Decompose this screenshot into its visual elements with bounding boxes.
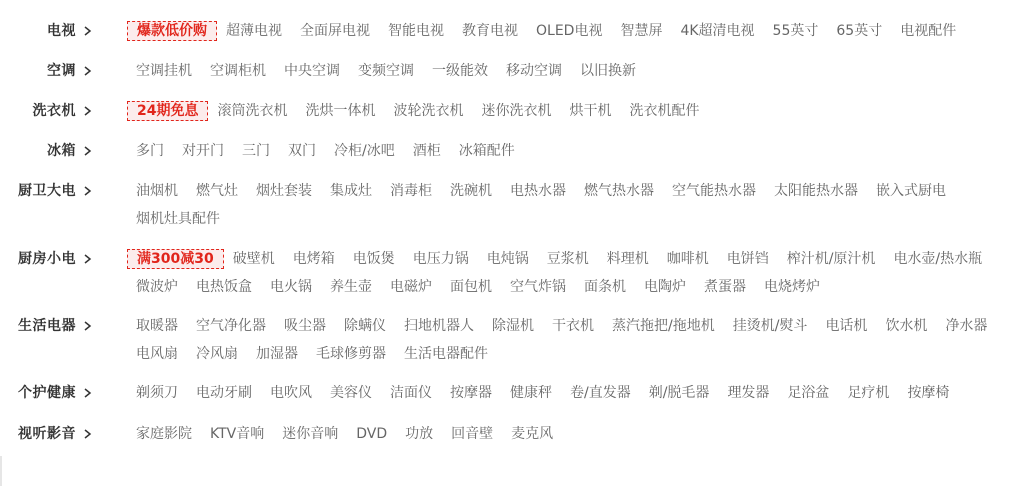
- category-link[interactable]: 4K超清电视: [680, 23, 755, 39]
- category-link[interactable]: 取暖器: [136, 318, 178, 334]
- category-link[interactable]: 洁面仪: [390, 385, 432, 401]
- category-title[interactable]: [47, 141, 94, 161]
- category-link[interactable]: 电炖锅: [486, 251, 529, 267]
- category-link[interactable]: 电压力锅: [412, 251, 469, 267]
- category-link[interactable]: 卷/直发器: [570, 385, 631, 401]
- category-link[interactable]: 冰箱配件: [458, 143, 515, 159]
- chevron-right-icon: [82, 21, 94, 41]
- category-link[interactable]: 料理机: [606, 251, 649, 267]
- category-link[interactable]: 加湿器: [256, 346, 298, 362]
- category-link[interactable]: 电风扇: [136, 346, 178, 362]
- category-title[interactable]: [18, 249, 94, 269]
- category-link[interactable]: 65英寸: [836, 23, 883, 39]
- category-name: 厨卫大电: [18, 183, 76, 199]
- category-link[interactable]: 干衣机: [552, 318, 594, 334]
- category-link[interactable]: 燃气灶: [196, 183, 238, 199]
- category-link[interactable]: 电陶炉: [644, 279, 686, 295]
- category-link[interactable]: 电水壶/热水瓶: [893, 251, 983, 267]
- category-title[interactable]: [33, 101, 95, 121]
- promo-tag[interactable]: 满300减30: [127, 249, 224, 269]
- category-link[interactable]: 迷你音响: [282, 426, 339, 442]
- category-link[interactable]: 空气净化器: [196, 318, 266, 334]
- category-link[interactable]: 健康秤: [510, 385, 552, 401]
- category-link[interactable]: OLED电视: [536, 23, 603, 39]
- category-link[interactable]: 咖啡机: [666, 251, 709, 267]
- category-link[interactable]: 洗衣机配件: [629, 103, 700, 119]
- category-items: [127, 181, 997, 229]
- category-link[interactable]: 中央空调: [284, 63, 340, 79]
- category-link[interactable]: 挂烫机/熨斗: [732, 318, 808, 334]
- category-link[interactable]: 油烟机: [136, 183, 178, 199]
- category-link[interactable]: 生活电器配件: [404, 346, 488, 362]
- category-title[interactable]: [18, 424, 94, 444]
- category-link[interactable]: 电话机: [825, 318, 868, 334]
- category-link[interactable]: 蒸汽拖把/拖地机: [612, 318, 715, 334]
- category-link[interactable]: 电吹风: [270, 385, 312, 401]
- category-link[interactable]: 55英寸: [772, 23, 819, 39]
- promo-tag[interactable]: 24期免息: [127, 101, 208, 121]
- category-link[interactable]: 全面屏电视: [300, 23, 370, 39]
- chevron-right-icon: [82, 383, 94, 403]
- category-items: [127, 424, 997, 444]
- category-link[interactable]: 按摩椅: [907, 385, 950, 401]
- category-link[interactable]: 扫地机器人: [404, 318, 474, 334]
- category-link[interactable]: 足浴盆: [787, 385, 830, 401]
- category-link[interactable]: 电热水器: [510, 183, 566, 199]
- category-link[interactable]: 养生壶: [330, 279, 372, 295]
- category-link[interactable]: DVD: [356, 426, 388, 442]
- category-link[interactable]: 对开门: [182, 143, 224, 159]
- category-name: 厨房小电: [18, 251, 76, 267]
- category-link[interactable]: 变频空调: [358, 63, 414, 79]
- category-link[interactable]: 功放: [405, 426, 434, 442]
- category-link[interactable]: 空气炸锅: [510, 279, 566, 295]
- category-link[interactable]: 超薄电视: [226, 23, 282, 39]
- category-link[interactable]: 智能电视: [388, 23, 444, 39]
- category-title[interactable]: [47, 21, 94, 41]
- category-link[interactable]: 燃气热水器: [584, 183, 654, 199]
- category-link[interactable]: KTV音响: [210, 426, 265, 442]
- category-items: [127, 21, 997, 41]
- category-link[interactable]: 一级能效: [432, 63, 488, 79]
- category-link[interactable]: 除湿机: [492, 318, 534, 334]
- category-link[interactable]: 除螨仪: [344, 318, 386, 334]
- category-link[interactable]: 集成灶: [330, 183, 372, 199]
- category-link[interactable]: 波轮洗衣机: [393, 103, 464, 119]
- category-link[interactable]: 太阳能热水器: [774, 183, 858, 199]
- chevron-right-icon: [82, 316, 94, 336]
- category-items: [127, 249, 997, 297]
- category-link[interactable]: 吸尘器: [284, 318, 326, 334]
- category-link[interactable]: 嵌入式厨电: [876, 183, 946, 199]
- category-link[interactable]: 空调柜机: [210, 63, 266, 79]
- category-items: [127, 101, 997, 121]
- category-name: 空调: [47, 63, 76, 79]
- chevron-right-icon: [82, 61, 94, 81]
- category-link[interactable]: 回音壁: [451, 426, 494, 442]
- category-link[interactable]: 毛球修剪器: [316, 346, 386, 362]
- category-link[interactable]: 消毒柜: [390, 183, 432, 199]
- category-link[interactable]: 双门: [288, 143, 316, 159]
- category-name: 冰箱: [47, 143, 76, 159]
- category-link[interactable]: 烟机灶具配件: [136, 211, 220, 227]
- category-link[interactable]: 冷风扇: [196, 346, 238, 362]
- chevron-right-icon: [82, 101, 94, 121]
- category-name: 个护健康: [18, 385, 76, 401]
- category-link[interactable]: 剃/脱毛器: [648, 385, 710, 401]
- category-link[interactable]: 烘干机: [569, 103, 612, 119]
- chevron-right-icon: [82, 424, 94, 444]
- category-link[interactable]: 教育电视: [462, 23, 518, 39]
- category-link[interactable]: 电视配件: [900, 23, 957, 39]
- category-link[interactable]: 以旧换新: [580, 63, 636, 79]
- category-link[interactable]: 微波炉: [136, 279, 178, 295]
- category-items: [127, 141, 997, 161]
- category-title[interactable]: [47, 61, 94, 81]
- category-link[interactable]: 面条机: [584, 279, 626, 295]
- category-link[interactable]: 烟灶套装: [256, 183, 312, 199]
- category-link[interactable]: 电动牙刷: [196, 385, 252, 401]
- category-link[interactable]: 冷柜/冰吧: [334, 143, 395, 159]
- category-link[interactable]: 滚筒洗衣机: [217, 103, 288, 119]
- category-name: 生活电器: [18, 318, 76, 334]
- category-title[interactable]: [18, 383, 94, 403]
- category-link[interactable]: 破壁机: [232, 251, 275, 267]
- chevron-right-icon: [82, 249, 94, 269]
- category-items: [127, 383, 997, 403]
- category-link[interactable]: 空气能热水器: [672, 183, 756, 199]
- category-link[interactable]: 洗烘一体机: [305, 103, 376, 119]
- category-link[interactable]: 按摩器: [450, 385, 492, 401]
- category-link[interactable]: 煮蛋器: [704, 279, 746, 295]
- category-link[interactable]: 麦克风: [511, 426, 554, 442]
- chevron-right-icon: [82, 181, 94, 201]
- category-link[interactable]: 剃须刀: [136, 385, 178, 401]
- category-name: 电视: [47, 23, 76, 39]
- category-link[interactable]: 多门: [136, 143, 164, 159]
- category-link[interactable]: 豆浆机: [546, 251, 589, 267]
- category-items: [127, 316, 997, 364]
- left-edge-divider: [0, 456, 2, 486]
- category-items: [127, 61, 997, 81]
- category-name: 视听影音: [18, 426, 76, 442]
- category-link[interactable]: 饮水机: [885, 318, 928, 334]
- category-link[interactable]: 智慧屏: [620, 23, 663, 39]
- category-name: 洗衣机: [32, 103, 76, 119]
- category-link[interactable]: 电饼铛: [726, 251, 769, 267]
- category-link[interactable]: 酒柜: [412, 143, 441, 159]
- category-link[interactable]: 家庭影院: [136, 426, 192, 442]
- category-link[interactable]: 移动空调: [506, 63, 562, 79]
- category-link[interactable]: 榨汁机/原汁机: [786, 251, 876, 267]
- category-link[interactable]: 电热饭盒: [196, 279, 252, 295]
- category-link[interactable]: 足疗机: [847, 385, 890, 401]
- category-link[interactable]: 电磁炉: [390, 279, 432, 295]
- category-link[interactable]: 电饭煲: [352, 251, 395, 267]
- category-link[interactable]: 三门: [242, 143, 270, 159]
- category-link[interactable]: 净水器: [945, 318, 988, 334]
- category-title[interactable]: [18, 316, 94, 336]
- category-link[interactable]: 洗碗机: [450, 183, 492, 199]
- category-link[interactable]: 美容仪: [330, 385, 372, 401]
- category-link[interactable]: 电烧烤炉: [764, 279, 820, 295]
- category-link[interactable]: 空调挂机: [136, 63, 192, 79]
- category-link[interactable]: 电火锅: [270, 279, 312, 295]
- category-link[interactable]: 面包机: [450, 279, 492, 295]
- category-link[interactable]: 理发器: [727, 385, 770, 401]
- category-link[interactable]: 迷你洗衣机: [481, 103, 552, 119]
- category-link[interactable]: 电烤箱: [292, 251, 335, 267]
- promo-tag[interactable]: 爆款低价购: [127, 21, 217, 41]
- chevron-right-icon: [82, 141, 94, 161]
- category-title[interactable]: [18, 181, 94, 201]
